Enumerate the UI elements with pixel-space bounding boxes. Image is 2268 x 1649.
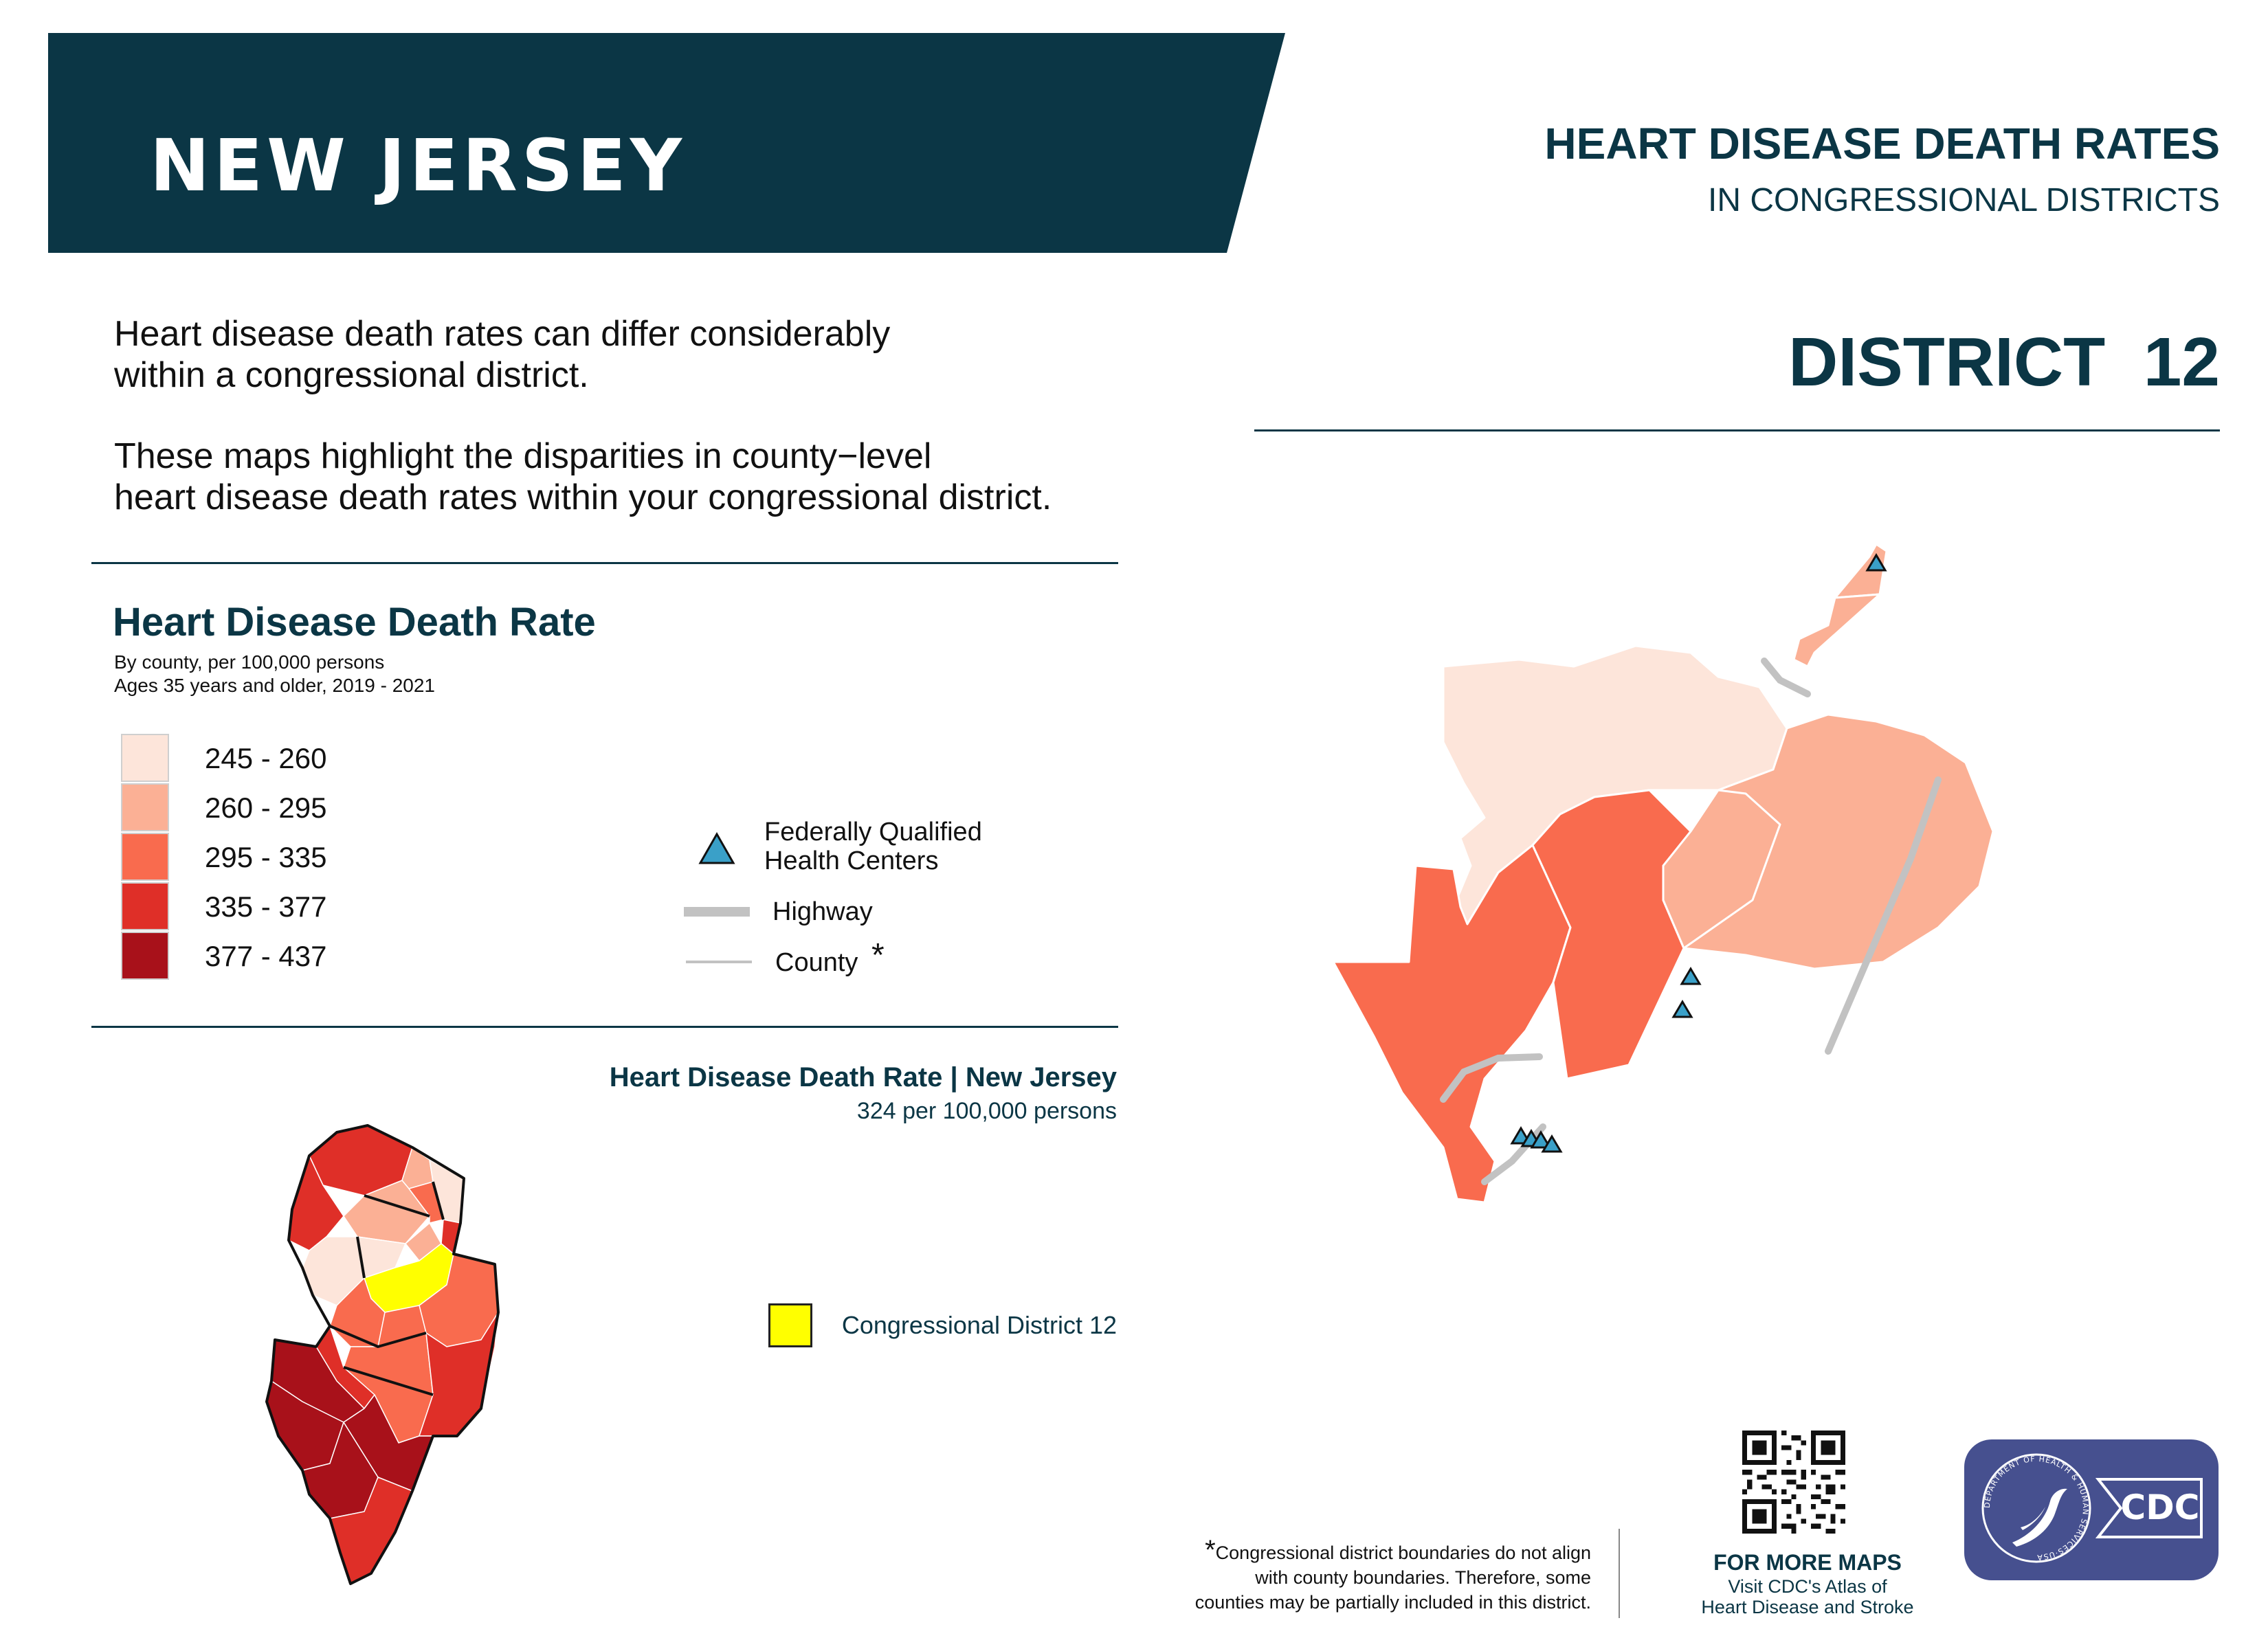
- district-highlight-swatch: [768, 1303, 812, 1347]
- hhs-seal-text: DEPARTMENT OF HEALTH & HUMAN SERVICES·USA: [1982, 1454, 2091, 1562]
- fqhc-marker: [1674, 1002, 1691, 1017]
- page-title: HEART DISEASE DEATH RATES: [1544, 119, 2220, 168]
- district-divider: [1254, 429, 2220, 431]
- legend-subtitle-1: By county, per 100,000 persons: [114, 651, 385, 673]
- legend-swatch-5: [121, 932, 169, 980]
- intro-line-4: heart disease death rates within your congressional district.: [114, 478, 1052, 517]
- intro-line-2: within a congressional district.: [114, 355, 589, 395]
- district-map: [1333, 543, 2103, 1216]
- county-footnote-mark: *: [871, 937, 885, 974]
- district-highlight-label: Congressional District 12: [841, 1311, 1117, 1339]
- footnote-line-2: with county boundaries. Therefore, some: [1255, 1567, 1591, 1588]
- footer-divider: [1619, 1529, 1620, 1618]
- legend-bottom-divider: [91, 1026, 1118, 1028]
- legend-bin-label-3: 295 - 335: [205, 841, 327, 873]
- highway-legend-icon: [684, 907, 750, 917]
- fqhc-marker: [1682, 969, 1700, 984]
- legend-title: Heart Disease Death Rate: [113, 600, 596, 644]
- county-legend-label: County: [775, 948, 858, 977]
- cdc-logo-text: CDC: [2120, 1488, 2200, 1527]
- legend-top-divider: [91, 562, 1118, 564]
- state-rate-title: Heart Disease Death Rate | New Jersey: [609, 1062, 1117, 1092]
- intro-line-3: These maps highlight the disparities in county−level: [114, 436, 932, 476]
- more-maps-subtitle[interactable]: [1663, 1576, 1952, 1617]
- more-maps-title[interactable]: FOR MORE MAPS: [1713, 1550, 1902, 1575]
- intro-line-1: Heart disease death rates can differ considerably: [114, 314, 891, 354]
- hhs-cdc-logo-icon: [1964, 1439, 2219, 1580]
- legend-swatch-1: [121, 734, 169, 782]
- hhs-eagle-icon: [2012, 1489, 2067, 1547]
- legend-bin-label-2: 260 - 295: [205, 792, 327, 824]
- footnote-line-1: Congressional district boundaries do not align: [1215, 1543, 1591, 1563]
- fqhc-triangle-icon: [698, 831, 736, 866]
- county-northern-strip: [1794, 594, 1880, 666]
- state-map: [261, 1120, 509, 1587]
- highway-north: [1764, 661, 1808, 694]
- footnote-mark: *: [1205, 1535, 1216, 1565]
- more-maps-line-1: Visit CDC's Atlas of: [1728, 1576, 1887, 1597]
- fqhc-legend-label-1: Federally Qualified: [764, 818, 982, 846]
- legend-bin-label-1: 245 - 260: [205, 742, 327, 774]
- legend-subtitle-2: Ages 35 years and older, 2019 - 2021: [114, 675, 436, 696]
- district-title: DISTRICT 12: [1788, 324, 2220, 401]
- legend-swatch-2: [121, 783, 169, 831]
- state-title: NEW JERSEY: [150, 124, 687, 207]
- county-west: [1333, 845, 1570, 1202]
- county-line-legend-icon: [686, 961, 752, 963]
- highway-legend-label: Highway: [772, 897, 873, 926]
- legend-swatch-3: [121, 833, 169, 881]
- legend-bin-label-4: 335 - 377: [205, 890, 327, 923]
- footnote: [1096, 1535, 1591, 1615]
- legend-swatch-4: [121, 882, 169, 930]
- page-subtitle: IN CONGRESSIONAL DISTRICTS: [1708, 182, 2220, 218]
- qr-code-icon[interactable]: [1742, 1431, 1845, 1534]
- state-rate-value: 324 per 100,000 persons: [856, 1098, 1117, 1124]
- more-maps-line-2: Heart Disease and Stroke: [1701, 1597, 1914, 1617]
- fqhc-legend-label-2: Health Centers: [764, 846, 939, 875]
- footnote-line-3: counties may be partially included in this district.: [1194, 1592, 1591, 1613]
- legend-bin-label-5: 377 - 437: [205, 940, 327, 972]
